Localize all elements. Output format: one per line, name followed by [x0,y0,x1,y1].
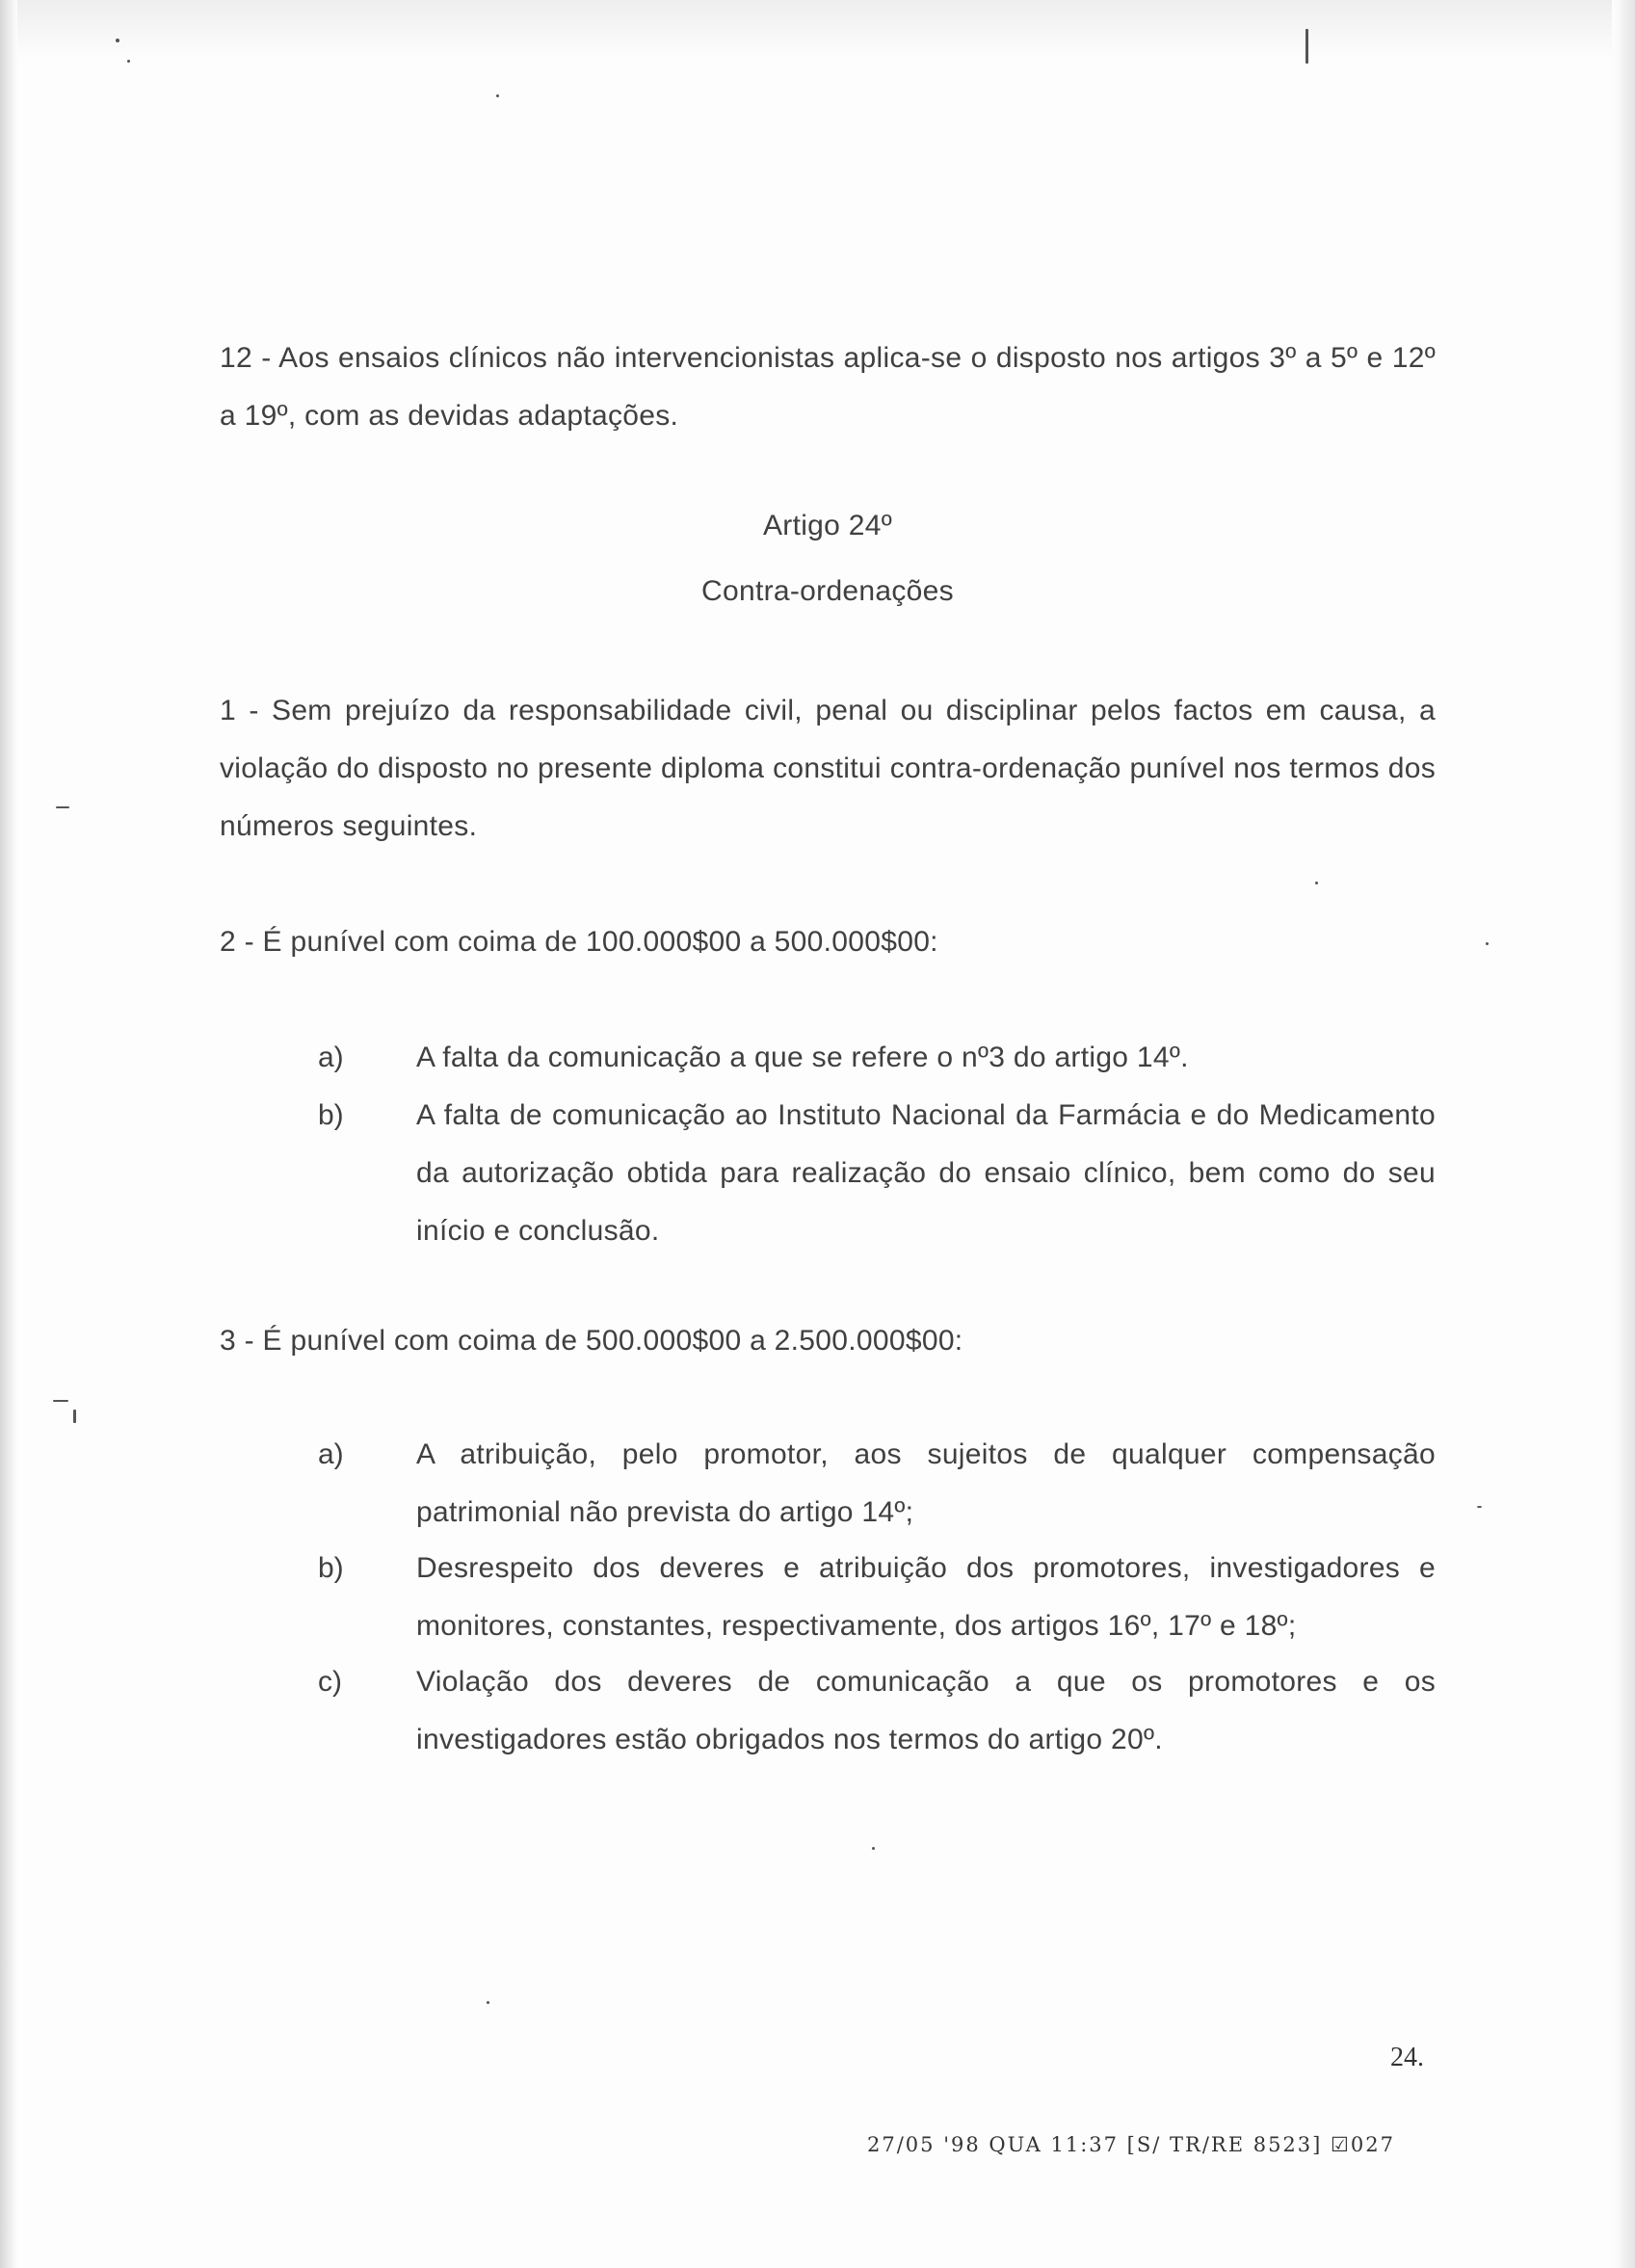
paragraph-2: 2 - É punível com coima de 100.000$00 a 500.000$00: [220,926,938,958]
scan-edge-top [0,0,1635,58]
scan-speck [496,94,499,97]
scan-speck [1486,942,1489,945]
article-title: Artigo 24º [762,510,893,541]
scan-edge-left [0,0,17,2268]
scan-speck [56,806,69,808]
list-item-text: A falta de comunicação ao Instituto Nacional da Farmácia e do Medicamento da autorização obtida para realização do ensaio clínico, bem como do seu início e conclusão. [416,1099,1436,1247]
list-item-label: a) [318,1438,344,1470]
list-item-text: Violação dos deveres de comunicação a que os promotores e os investigadores estão obrigados nos termos do artigo 20º. [416,1666,1436,1755]
list-item-label: c) [318,1666,342,1698]
scan-speck [872,1847,875,1850]
paragraph-1: 1 - Sem prejuízo da responsabilidade civil, penal ou disciplinar pelos factos em causa, a violação do disposto no presente diploma constitui contra-ordenação punível nos termos dos números seguintes. [220,695,1436,842]
fax-footer: 27/05 '98 QUA 11:37 [S/ TR/RE 8523] ☑027 [867,2133,1395,2156]
list-item-text: A atribuição, pelo promotor, aos sujeitos de qualquer compensação patrimonial não prevista do artigo 14º; [416,1438,1436,1528]
paragraph-3: 3 - É punível com coima de 500.000$00 a 2.500.000$00: [220,1325,963,1357]
scan-speck [73,1410,76,1423]
scan-speck [127,60,130,63]
article-subtitle: Contra-ordenações [701,575,954,607]
scan-edge-right [1612,0,1635,2268]
list-item-label: b) [318,1099,344,1131]
list-item-label: a) [318,1042,344,1073]
scan-speck [1315,882,1318,884]
list-item-text: A falta da comunicação a que se refere o nº3 do artigo 14º. [416,1042,1189,1073]
list-item-text: Desrespeito dos deveres e atribuição dos promotores, investigadores e monitores, constantes, respectivamente, dos artigos 16º, 17º e 18º; [416,1552,1436,1642]
scan-speck [116,39,119,42]
list-item-label: b) [318,1552,344,1584]
scan-speck [1305,29,1308,64]
paragraph-12: 12 - Aos ensaios clínicos não intervencionistas aplica-se o disposto nos artigos 3º a 5º e 12º a 19º, com as devidas adaptações. [220,342,1436,432]
page-number: 24. [1390,2043,1424,2072]
scan-speck [487,2001,489,2004]
scan-speck [1477,1506,1482,1508]
scan-speck [53,1400,68,1402]
